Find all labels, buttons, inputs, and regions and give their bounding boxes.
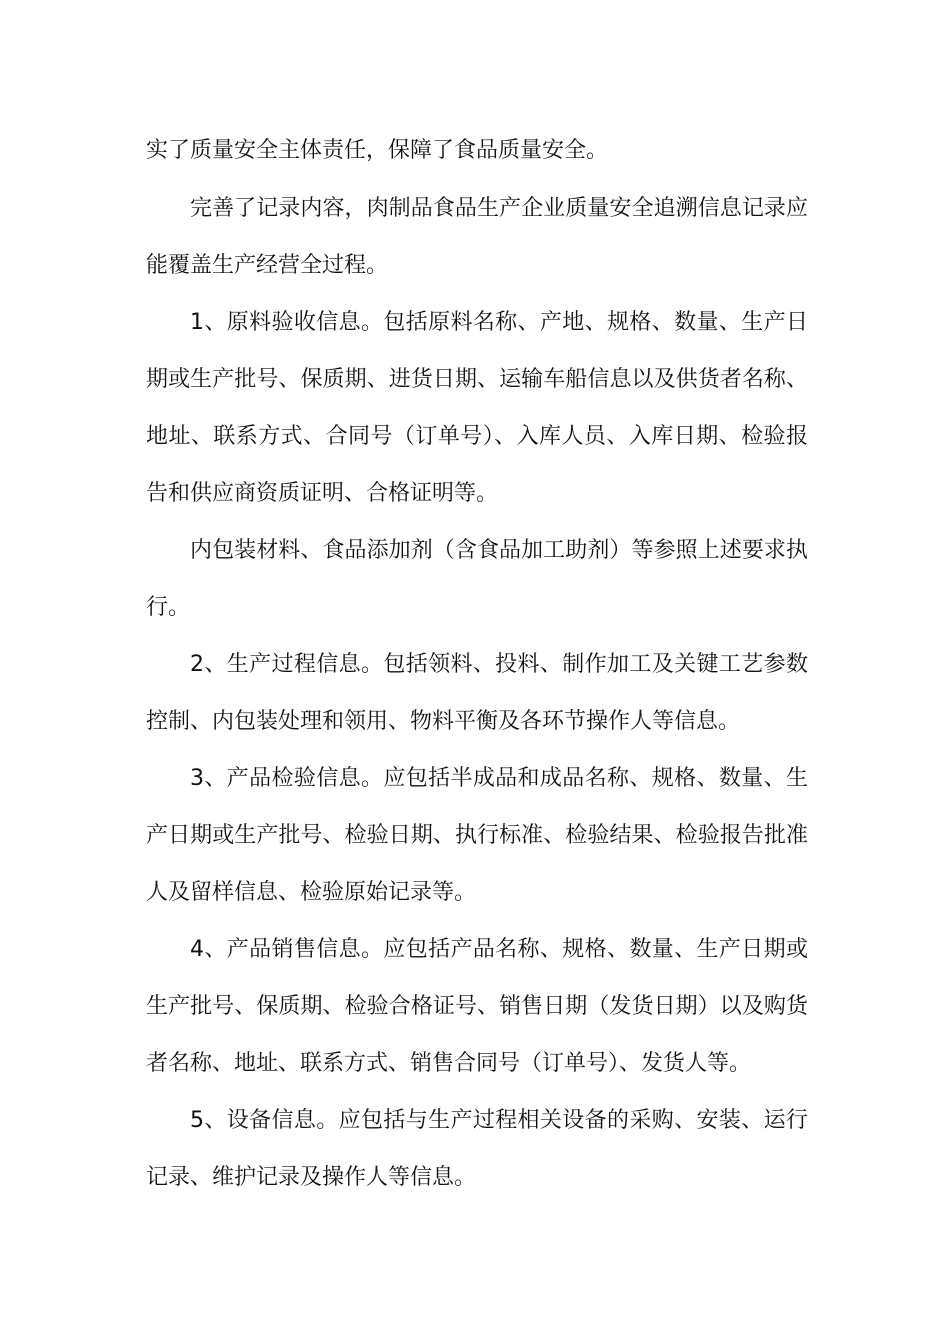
paragraph-production-process-info: 2、生产过程信息。包括领料、投料、制作加工及关键工艺参数控制、内包装处理和领用、物料平衡及各环节操作人等信息。 (146, 652, 808, 734)
paragraph-equipment-info: 5、设备信息。应包括与生产过程相关设备的采购、安装、运行记录、维护记录及操作人等信息。 (146, 1108, 808, 1190)
paragraph-packaging-additives: 内包装材料、食品添加剂（含食品加工助剂）等参照上述要求执行。 (146, 538, 808, 620)
paragraph-product-sales-info: 4、产品销售信息。应包括产品名称、规格、数量、生产日期或生产批号、保质期、检验合格证号、销售日期（发货日期）以及购货者名称、地址、联系方式、销售合同号（订单号）、发货人等。 (146, 937, 808, 1076)
paragraph-product-inspection-info: 3、产品检验信息。应包括半成品和成品名称、规格、数量、生产日期或生产批号、检验日期、执行标准、检验结果、检验报告批准人及留样信息、检验原始记录等。 (146, 766, 808, 905)
paragraph-record-content: 完善了记录内容，肉制品食品生产企业质量安全追溯信息记录应能覆盖生产经营全过程。 (146, 196, 808, 278)
paragraph-raw-material-info: 1、原料验收信息。包括原料名称、产地、规格、数量、生产日期或生产批号、保质期、进货日期、运输车船信息以及供货者名称、地址、联系方式、合同号（订单号）、入库人员、入库日期、检验报告和供应商资质证明、合格证明等。 (146, 310, 808, 506)
paragraph-continuation: 实了质量安全主体责任，保障了食品质量安全。 (146, 138, 609, 163)
